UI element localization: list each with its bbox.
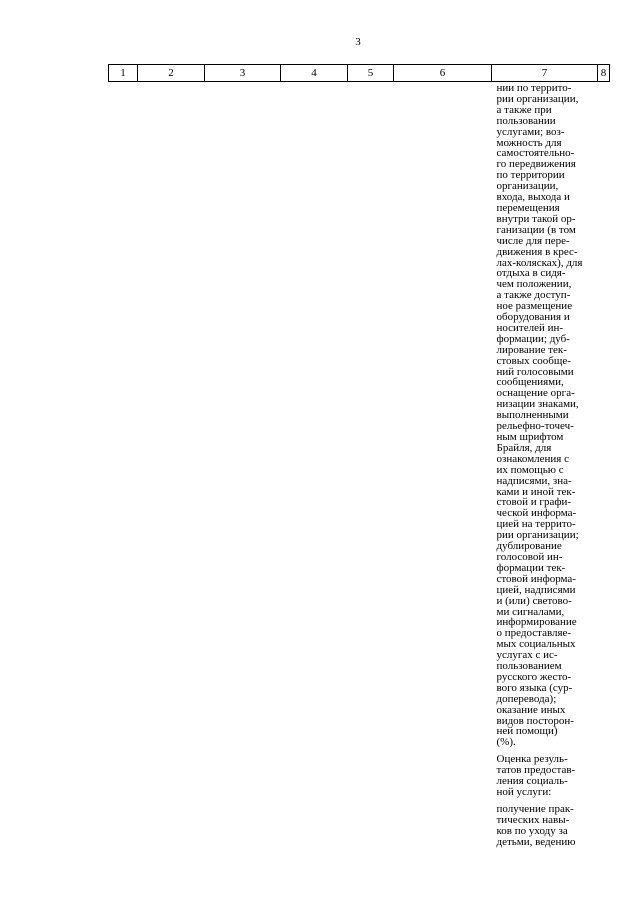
column-header-8: 8 bbox=[598, 65, 610, 82]
column-header-2: 2 bbox=[138, 65, 205, 82]
table-header-row bbox=[109, 65, 610, 82]
column-header-1: 1 bbox=[109, 65, 138, 82]
document-table bbox=[108, 64, 610, 848]
cell-col-7 bbox=[492, 82, 598, 848]
cell-col-4 bbox=[281, 82, 348, 848]
cell-col-1 bbox=[109, 82, 138, 848]
table-row bbox=[109, 82, 610, 848]
column-header-7: 7 bbox=[492, 65, 598, 82]
paragraph-practical-skills: получение прак- тических навы- ков по уходу за детьми, ведению bbox=[496, 802, 576, 848]
cell-col-3 bbox=[205, 82, 281, 848]
column-header-4: 4 bbox=[281, 65, 348, 82]
paragraph-accessibility-conditions: нии по террито- рии организации, а также при пользовании услугами; воз- можность для самостоятельно- го передвижения по территории организации, входа, выхода и перемещения внутри такой ор- ганизации (в том числе для пере- движения в крес- лах-колясках), для отдыха в сидя- чем положении, а также доступ- ное размещение оборудования и носителей ин- формации; дуб- лирование тек- стовых сообще- ний голосовыми сообщениями, оснащение орга- низации знаками, выполненными рельефно-точеч- ным шрифтом Брайля, для ознакомления с их помощью с надписями, зна- ками и иной тек- стовой и графи- ческой информа- цией на террито- рии организации; дублирование голосовой ин- формации тек- стовой информа- цией, надписями и (или) светово- ми сигналами, информирование о предоставляе- мых социальных услугах с ис- пользованием русского жесто- вого языка (сур- доперевода); оказание иных видов посторон- ней помощи) (%). bbox=[496, 82, 583, 749]
column-header-5: 5 bbox=[348, 65, 394, 82]
cell-col-5 bbox=[348, 82, 394, 848]
column-header-3: 3 bbox=[205, 65, 281, 82]
cell-col-8 bbox=[598, 82, 610, 848]
cell-col-2 bbox=[138, 82, 205, 848]
paragraph-result-assessment: Оценка резуль- татов предостав- ления социаль- ной услуги: bbox=[496, 753, 576, 798]
page-number: 3 bbox=[355, 36, 361, 48]
column-header-6: 6 bbox=[394, 65, 492, 82]
cell-col-6 bbox=[394, 82, 492, 848]
cell-col-7-text bbox=[492, 82, 598, 848]
